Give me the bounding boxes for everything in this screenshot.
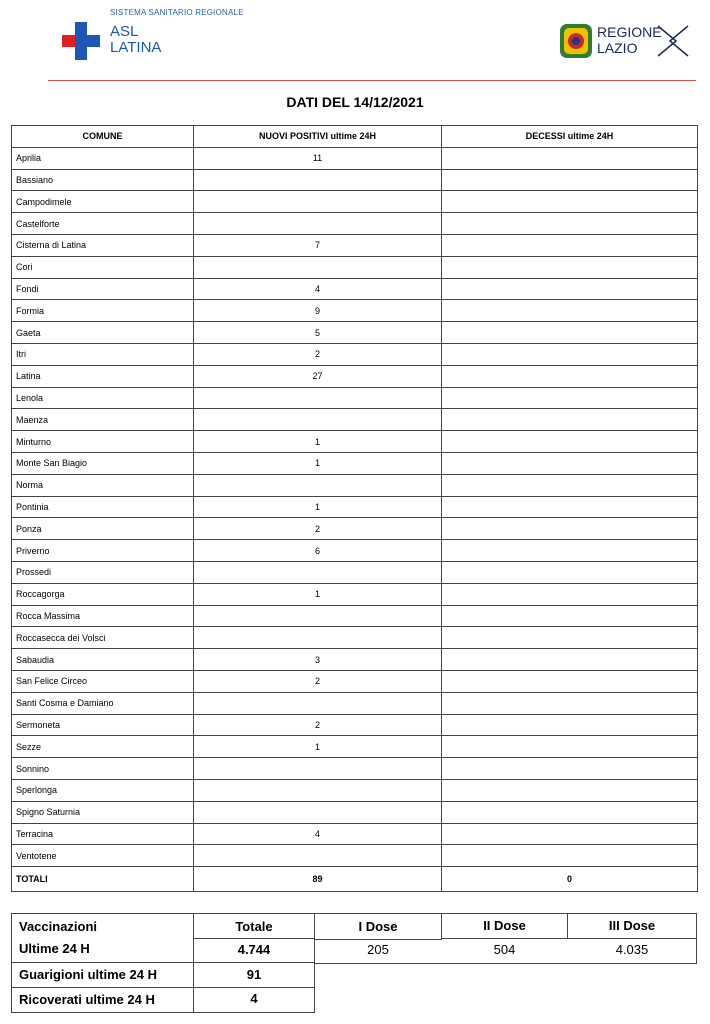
regione-lazio-emblem-icon [558, 22, 594, 60]
row-comune: Formia [12, 300, 194, 322]
row-decessi [442, 692, 698, 714]
row-comune: Monte San Biagio [12, 452, 194, 474]
row-decessi [442, 169, 698, 191]
row-decessi [442, 278, 698, 300]
table-row [12, 409, 698, 431]
table-row [12, 649, 698, 671]
table-row [12, 518, 698, 540]
row-positivi: 2 [194, 518, 442, 540]
row-positivi [194, 605, 442, 627]
row-comune: Ventotene [12, 845, 194, 867]
row-comune: Ponza [12, 518, 194, 540]
table-row [12, 583, 698, 605]
row-comune: Sperlonga [12, 779, 194, 801]
row-comune: Gaeta [12, 322, 194, 344]
row-comune: Prossedi [12, 561, 194, 583]
asl-name-line2: LATINA [110, 39, 162, 56]
table-row [12, 474, 698, 496]
table-row [12, 234, 698, 256]
row-comune: Fondi [12, 278, 194, 300]
dose-values-row [314, 939, 697, 964]
table-row [12, 387, 698, 409]
guarigioni-label: Guarigioni ultime 24 H [19, 967, 157, 982]
page-header [0, 0, 710, 84]
table-row [12, 605, 698, 627]
row-comune: Maenza [12, 409, 194, 431]
regione-lazio-name [597, 24, 662, 56]
row-positivi: 1 [194, 736, 442, 758]
totals-decessi: 0 [442, 867, 698, 892]
row-comune: Sermoneta [12, 714, 194, 736]
row-positivi: 1 [194, 431, 442, 453]
row-comune: Priverno [12, 540, 194, 562]
row-decessi [442, 714, 698, 736]
table-row [12, 496, 698, 518]
row-decessi [442, 431, 698, 453]
row-positivi: 2 [194, 670, 442, 692]
table-row [12, 801, 698, 823]
dose2-header: II Dose [483, 918, 526, 933]
row-decessi [442, 300, 698, 322]
row-positivi [194, 169, 442, 191]
table-row [12, 540, 698, 562]
comuni-table [11, 125, 698, 892]
row-positivi [194, 692, 442, 714]
row-decessi [442, 583, 698, 605]
table-row [12, 823, 698, 845]
row-positivi: 2 [194, 714, 442, 736]
row-positivi: 9 [194, 300, 442, 322]
table-row [12, 322, 698, 344]
row-positivi [194, 779, 442, 801]
row-comune: Itri [12, 343, 194, 365]
row-positivi: 5 [194, 322, 442, 344]
row-decessi [442, 801, 698, 823]
table-row [12, 213, 698, 235]
table-header-row [12, 126, 698, 148]
row-comune: Minturno [12, 431, 194, 453]
row-decessi [442, 213, 698, 235]
row-decessi [442, 496, 698, 518]
table-row [12, 431, 698, 453]
row-positivi: 1 [194, 496, 442, 518]
row-decessi [442, 365, 698, 387]
row-positivi: 3 [194, 649, 442, 671]
row-decessi [442, 147, 698, 169]
row-comune: Spigno Saturnia [12, 801, 194, 823]
row-decessi [442, 823, 698, 845]
dose3-header: III Dose [608, 918, 656, 933]
row-decessi [442, 409, 698, 431]
vacc-label-line2: Ultime 24 H [19, 941, 90, 956]
row-comune: Lenola [12, 387, 194, 409]
row-decessi [442, 234, 698, 256]
row-positivi [194, 213, 442, 235]
row-comune: Roccasecca dei Volsci [12, 627, 194, 649]
row-decessi [442, 670, 698, 692]
row-decessi [442, 605, 698, 627]
row-comune: Roccagorga [12, 583, 194, 605]
row-decessi [442, 779, 698, 801]
header-divider [48, 80, 696, 81]
table-row [12, 845, 698, 867]
row-positivi: 4 [194, 823, 442, 845]
header-decessi: DECESSI ultime 24H [442, 126, 698, 148]
totals-positivi: 89 [194, 867, 442, 892]
row-positivi [194, 387, 442, 409]
table-row [12, 278, 698, 300]
row-comune: Campodimele [12, 191, 194, 213]
asl-cross-icon [62, 22, 100, 60]
totale-header: Totale [235, 919, 273, 934]
table-row [12, 714, 698, 736]
row-comune: Bassiano [12, 169, 194, 191]
row-decessi [442, 191, 698, 213]
row-decessi [442, 322, 698, 344]
row-positivi: 1 [194, 452, 442, 474]
row-positivi: 6 [194, 540, 442, 562]
row-positivi: 27 [194, 365, 442, 387]
row-comune: Cori [12, 256, 194, 278]
row-positivi [194, 801, 442, 823]
table-row [12, 343, 698, 365]
header-positivi: NUOVI POSITIVI ultime 24H [194, 126, 442, 148]
row-decessi [442, 540, 698, 562]
row-positivi [194, 561, 442, 583]
row-positivi [194, 758, 442, 780]
row-comune: Castelforte [12, 213, 194, 235]
asl-name-line1: ASL [110, 23, 139, 40]
table-row [12, 561, 698, 583]
row-comune: Sezze [12, 736, 194, 758]
row-comune: Sabaudia [12, 649, 194, 671]
guarigioni-value: 91 [246, 967, 262, 982]
row-decessi [442, 758, 698, 780]
table-row [12, 191, 698, 213]
vacc-label-line1: Vaccinazioni [19, 919, 98, 934]
table-row [12, 736, 698, 758]
row-decessi [442, 561, 698, 583]
asl-name [110, 24, 161, 56]
row-comune: Rocca Massima [12, 605, 194, 627]
row-positivi [194, 256, 442, 278]
row-positivi: 4 [194, 278, 442, 300]
row-decessi [442, 474, 698, 496]
row-decessi [442, 649, 698, 671]
row-positivi [194, 191, 442, 213]
dose2-value: 504 [493, 942, 516, 957]
row-comune: Latina [12, 365, 194, 387]
table-row [12, 169, 698, 191]
row-decessi [442, 736, 698, 758]
regione-line1: REGIONE [597, 24, 662, 40]
regione-lazio-chevron-icon [656, 22, 690, 60]
vaccinazioni-summary [11, 913, 697, 1013]
row-positivi [194, 474, 442, 496]
ricoverati-value: 4 [250, 991, 258, 1006]
row-positivi [194, 627, 442, 649]
row-comune: San Felice Circeo [12, 670, 194, 692]
row-decessi [442, 627, 698, 649]
row-decessi [442, 518, 698, 540]
document-title: DATI DEL 14/12/2021 [286, 94, 424, 110]
table-row [12, 779, 698, 801]
table-row [12, 670, 698, 692]
regione-line2: LAZIO [597, 40, 638, 56]
row-positivi: 11 [194, 147, 442, 169]
table-row [12, 256, 698, 278]
row-decessi [442, 452, 698, 474]
row-positivi: 1 [194, 583, 442, 605]
table-row [12, 300, 698, 322]
dose1-value: 205 [367, 942, 389, 957]
table-row [12, 365, 698, 387]
table-row [12, 692, 698, 714]
row-decessi [442, 256, 698, 278]
row-comune: Aprilia [12, 147, 194, 169]
row-positivi: 2 [194, 343, 442, 365]
row-comune: Cisterna di Latina [12, 234, 194, 256]
dose3-value: 4.035 [615, 942, 649, 957]
asl-subtitle: SISTEMA SANITARIO REGIONALE [110, 8, 244, 17]
dose1-header: I Dose [358, 919, 398, 934]
row-decessi [442, 387, 698, 409]
row-positivi [194, 845, 442, 867]
row-comune: Terracina [12, 823, 194, 845]
table-row [12, 758, 698, 780]
row-comune: Norma [12, 474, 194, 496]
row-comune: Pontinia [12, 496, 194, 518]
row-comune: Sonnino [12, 758, 194, 780]
row-positivi [194, 409, 442, 431]
totals-label: TOTALI [12, 867, 194, 892]
table-row [12, 452, 698, 474]
header-comune: COMUNE [12, 126, 194, 148]
row-decessi [442, 845, 698, 867]
ricoverati-label: Ricoverati ultime 24 H [19, 992, 155, 1007]
totale-value: 4.744 [237, 942, 271, 957]
row-decessi [442, 343, 698, 365]
table-row [12, 627, 698, 649]
row-comune: Santi Cosma e Damiano [12, 692, 194, 714]
totals-row [12, 867, 698, 892]
row-positivi: 7 [194, 234, 442, 256]
table-row [12, 147, 698, 169]
